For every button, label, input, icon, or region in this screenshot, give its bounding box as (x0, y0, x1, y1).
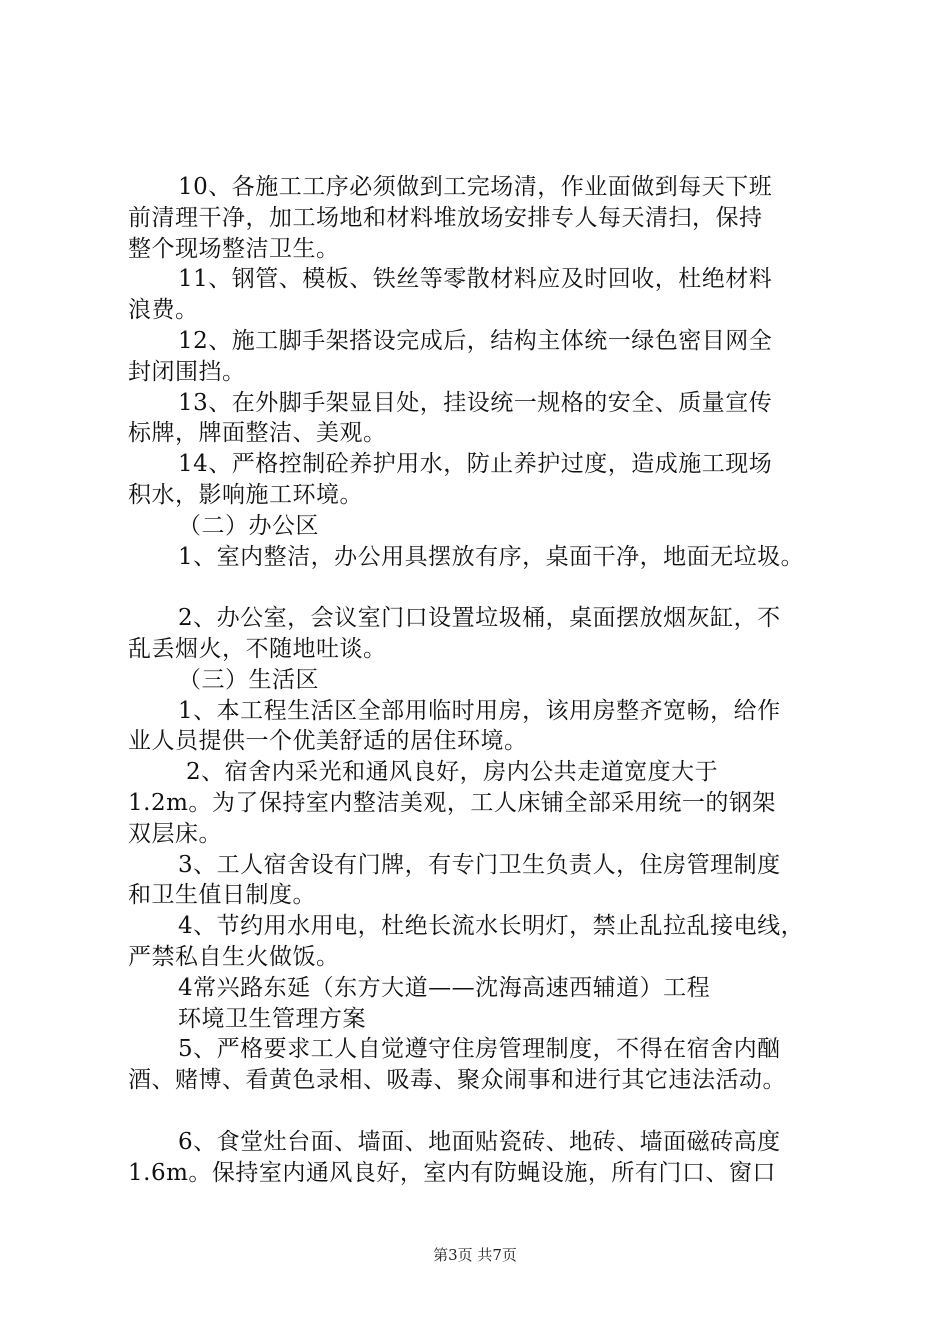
text-line: 2、办公室，会议室门口设置垃圾桶，桌面摆放烟灰缸，不 (178, 605, 781, 632)
blank-line (128, 1096, 840, 1127)
text-line: 10、各施工工序必须做到工完场清，作业面做到每天下班 (178, 174, 773, 200)
text-line: 13、在外脚手架显目处，挂设统一规格的安全、质量宣传 (178, 389, 773, 416)
text-line: 严禁私自生火做饭。 (128, 943, 340, 970)
text-line: 4、节约用水用电，杜绝长流水长明灯，禁止乱拉乱接电线， (178, 913, 805, 940)
project-title-line: 4常兴路东延（东方大道——沈海高速西辅道）工程 (178, 974, 711, 1001)
text-line: 1.2m。为了保持室内整洁美观，工人床铺全部采用统一的钢架 (128, 789, 776, 816)
text-line: 1.6m。保持室内通风良好，室内有防蝇设施，所有门口、窗口 (128, 1159, 776, 1186)
text-line: 封闭围挡。 (128, 358, 246, 385)
text-line: 14、严格控制砼养护用水，防止养护过度，造成施工现场 (178, 451, 773, 478)
text-line: 积水，影响施工环境。 (128, 481, 363, 508)
text-line: 2、宿舍内采光和通风良好，房内公共走道宽度大于 (186, 759, 719, 786)
section-heading-living: （三）生活区 (178, 666, 319, 693)
text-line: 6、食堂灶台面、墙面、地面贴瓷砖、地砖、墙面磁砖高度 (178, 1128, 781, 1155)
section-heading-office: （二）办公区 (178, 512, 319, 539)
text-line: 前清理干净，加工场地和材料堆放场安排专人每天清扫，保持 (128, 204, 763, 231)
text-line: 乱丢烟火，不随地吐谈。 (128, 635, 387, 662)
text-line: 3、工人宿舍设有门牌，有专门卫生负责人，住房管理制度 (178, 851, 781, 878)
page-number-footer: 第3页 共7页 (433, 1246, 517, 1264)
text-line: 业人员提供一个优美舒适的居住环境。 (128, 728, 528, 755)
text-line: 1、室内整洁，办公用具摆放有序，桌面干净，地面无垃圾。 (178, 543, 805, 570)
text-line: 浪费。 (128, 297, 199, 324)
text-line: 5、严格要求工人自觉遵守住房管理制度，不得在宿舍内酗 (178, 1036, 781, 1063)
document-body (128, 172, 840, 1188)
text-line: 和卫生值日制度。 (128, 882, 316, 909)
plan-title-line: 环境卫生管理方案 (178, 1005, 366, 1032)
text-line: 整个现场整洁卫生。 (128, 235, 340, 262)
text-line: 标牌，牌面整洁、美观。 (128, 420, 387, 447)
text-line: 11、钢管、模板、铁丝等零散材料应及时回收，杜绝材料 (178, 266, 773, 293)
text-line: 1、本工程生活区全部用临时用房，该用房整齐宽畅，给作 (178, 697, 781, 724)
text-line: 双层床。 (128, 820, 222, 847)
text-line: 酒、赌博、看黄色录相、吸毒、聚众闹事和进行其它违法活动。 (128, 1067, 786, 1094)
text-line: 12、施工脚手架搭设完成后，结构主体统一绿色密目网全 (178, 327, 773, 354)
blank-line (128, 572, 840, 603)
